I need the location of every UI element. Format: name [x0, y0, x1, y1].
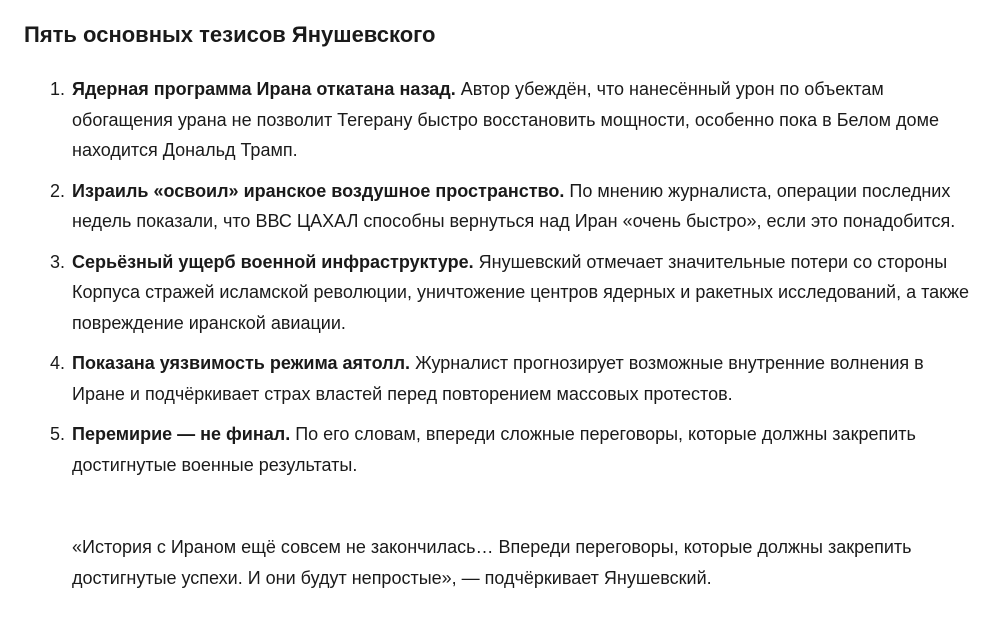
thesis-text: Автор убеждён, что нанесённый урон по объектам обогащения урана не позволит Тегерану быстро восстановить мощности, особенно пока в Белом доме находится Дональд Трамп.: [72, 79, 939, 160]
thesis-item-5: [0, 419, 996, 480]
thesis-number: 2.: [50, 180, 66, 201]
thesis-text: Журналист прогнозирует возможные внутренние волнения в Иране и подчёркивает страх властей перед повторением массовых протестов.: [72, 353, 924, 404]
thesis-lead: Серьёзный ущерб военной инфраструктуре.: [72, 251, 474, 272]
thesis-number: 5.: [50, 424, 66, 444]
thesis-lead: Показана уязвимость режима аятолл.: [72, 353, 411, 373]
thesis-number: 4.: [50, 353, 66, 373]
thesis-text: По его словам, впереди сложные переговоры, которые должны закрепить достигнутые военные результаты.: [72, 424, 916, 475]
thesis-number: 1.: [50, 79, 66, 99]
thesis-item-3: [0, 247, 996, 339]
thesis-text: Янушевский отмечает значительные потери со стороны Корпуса стражей исламской революции, уничтожение центров ядерных и ракетных исследований, а также повреждение иранской авиации.: [72, 251, 970, 333]
closing-quote: «История с Ираном ещё совсем не закончилась… Впереди переговоры, которые должны закрепить достигнутые успехи. И они будут непростые», — подчёркивает Янушевский.: [72, 537, 912, 588]
thesis-number: 3.: [50, 251, 66, 272]
thesis-item-1: [0, 74, 996, 166]
thesis-item-2: [0, 176, 996, 237]
thesis-lead: Ядерная программа Ирана откатана назад.: [72, 79, 456, 99]
thesis-list: [0, 74, 996, 480]
article-title: Пять основных тезисов Янушевского: [24, 22, 436, 47]
thesis-item-4: [0, 348, 996, 409]
thesis-lead: Израиль «освоил» иранское воздушное пространство.: [72, 180, 565, 201]
thesis-lead: Перемирие — не финал.: [72, 424, 291, 444]
thesis-text: По мнению журналиста, операции последних недель показали, что ВВС ЦАХАЛ способны вернуться над Иран «очень быстро», если это понадобится.: [72, 180, 956, 231]
